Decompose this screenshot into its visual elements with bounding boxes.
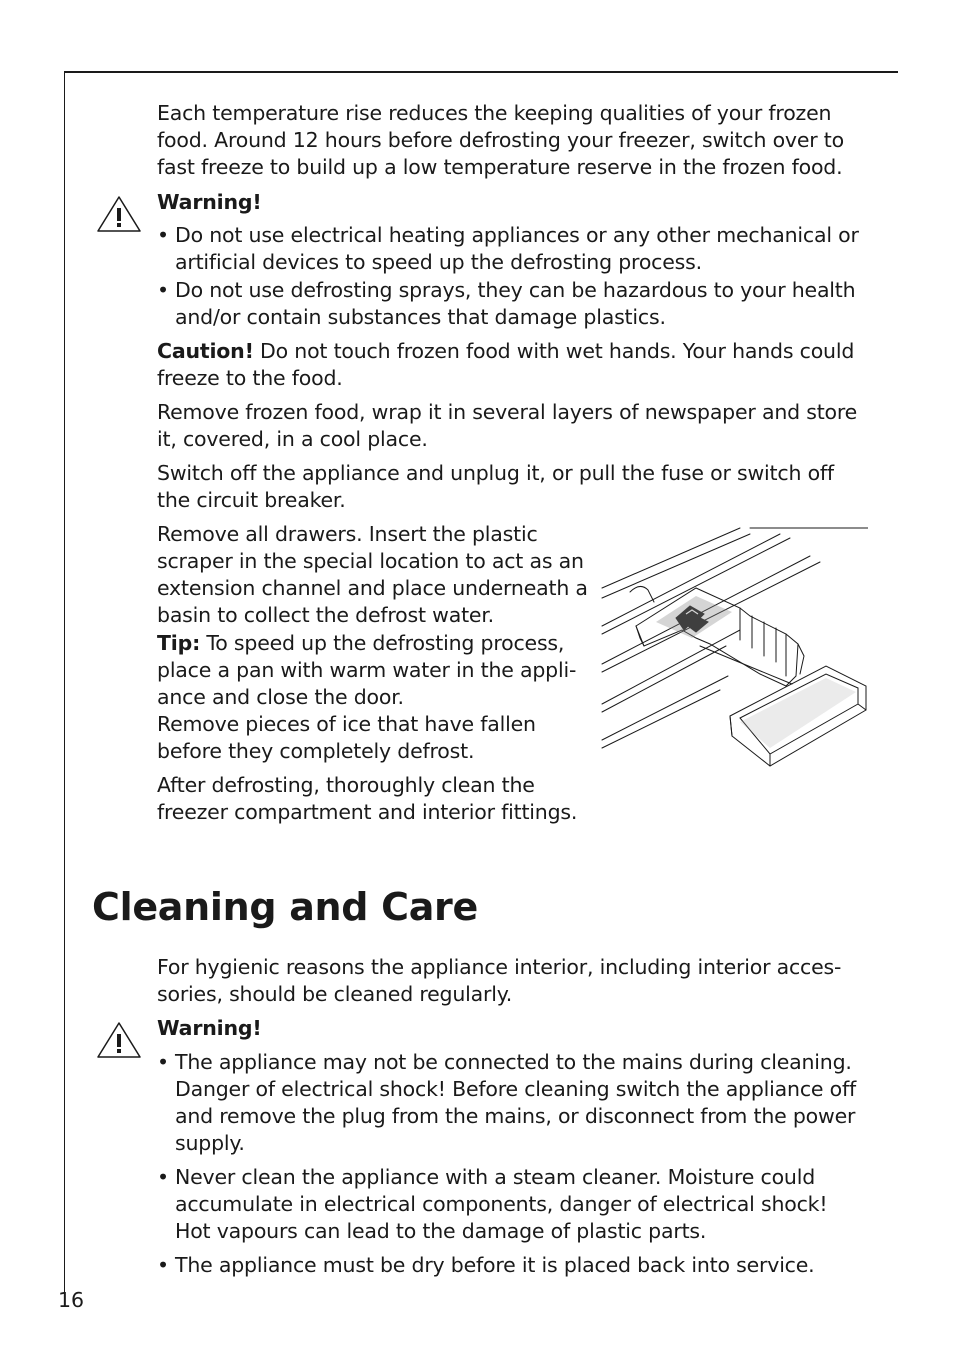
- warning1-bullet-2-text: Do not use defrosting sprays, they can be hazardous to your health and/or contain substances that damage plastics.: [175, 278, 856, 329]
- warning1-bullet-1: [157, 222, 867, 276]
- section-heading: Cleaning and Care: [92, 885, 478, 929]
- warning1-bullet-1-text: Do not use electrical heating appliances or any other mechanical or artificial devices to speed up the defrosting process.: [175, 223, 859, 274]
- caution-paragraph: [157, 338, 867, 392]
- warning-heading-1: Warning!: [157, 190, 262, 214]
- warning-triangle-icon: [96, 194, 142, 234]
- warning2-bullet-3-text: The appliance must be dry before it is placed back into service.: [175, 1253, 815, 1277]
- caution-text: Do not touch frozen food with wet hands. Your hands could freeze to the food.: [157, 339, 855, 390]
- bullet-dot: •: [157, 278, 169, 302]
- tip-paragraph: [157, 630, 597, 711]
- bullet-dot: •: [157, 1165, 169, 1189]
- cleaning-intro-paragraph: For hygienic reasons the appliance interior, including interior acces-sories, should be cleaned regularly.: [157, 955, 842, 1006]
- bullet-dot: •: [157, 1050, 169, 1074]
- caution-label: Caution!: [157, 339, 254, 363]
- top-rule: [64, 71, 898, 73]
- warning2-bullet-2-text: Never clean the appliance with a steam cleaner. Moisture could accumulate in electrical components, danger of electrical shock! Hot vapours can lead to the damage of plastic parts.: [175, 1165, 828, 1243]
- switch-off-paragraph: Switch off the appliance and unplug it, or pull the fuse or switch off the circuit breaker.: [157, 461, 834, 512]
- warning-heading-2: Warning!: [157, 1016, 262, 1040]
- intro-paragraph: Each temperature rise reduces the keeping qualities of your frozen food. Around 12 hours before defrosting your freezer, switch over to fast freeze to build up a low temperature reserve in the frozen food.: [157, 101, 844, 179]
- warning1-bullet-2: [157, 277, 867, 331]
- remove-food-paragraph: Remove frozen food, wrap it in several layers of newspaper and store it, covered, in a cool place.: [157, 400, 858, 451]
- defrost-scraper-illustration: [600, 526, 868, 770]
- bullet-dot: •: [157, 223, 169, 247]
- warning2-bullet-1-text: The appliance may not be connected to the mains during cleaning. Danger of electrical shock! Before cleaning switch the appliance off and remove the plug from the mains, or disconnect from the power supply.: [175, 1050, 856, 1155]
- after-defrosting-paragraph: After defrosting, thoroughly clean the freezer compartment and interior fittings.: [157, 773, 578, 824]
- warning2-bullet-3: [157, 1252, 867, 1279]
- bullet-dot: •: [157, 1253, 169, 1277]
- ice-paragraph: Remove pieces of ice that have fallen before they completely defrost.: [157, 712, 536, 763]
- tip-label: Tip:: [157, 631, 201, 655]
- drawers-paragraph: Remove all drawers. Insert the plastic scraper in the special location to act as an extension channel and place underneath a basin to collect the defrost water.: [157, 522, 588, 627]
- tip-text: To speed up the defrosting process, place a pan with warm water in the appli-ance and close the door.: [157, 631, 577, 709]
- left-margin-rule: [64, 71, 65, 1293]
- warning-triangle-icon: [96, 1020, 142, 1060]
- page-number: 16: [58, 1288, 85, 1312]
- warning2-bullet-1: [157, 1049, 867, 1157]
- warning2-bullet-2: [157, 1164, 867, 1245]
